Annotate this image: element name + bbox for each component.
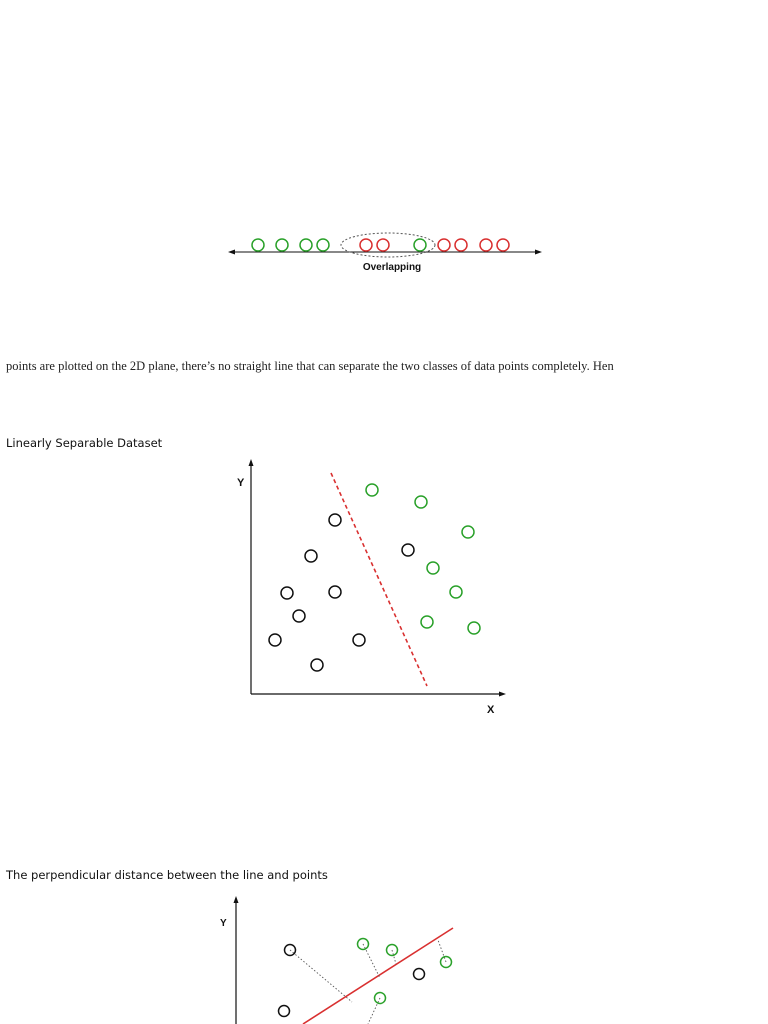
data-point-red xyxy=(455,239,467,251)
data-point-class-a xyxy=(353,634,365,646)
data-point-class-b xyxy=(450,586,462,598)
data-point-class-b xyxy=(427,562,439,574)
data-point-red xyxy=(480,239,492,251)
x-axis-arrow-icon xyxy=(499,692,506,697)
data-point-red xyxy=(497,239,509,251)
data-point-class-a xyxy=(402,544,414,556)
caption-linearly-separable: Linearly Separable Dataset xyxy=(6,436,163,450)
y-axis-arrow-icon xyxy=(234,896,239,903)
data-point-red xyxy=(438,239,450,251)
data-point-class-b xyxy=(468,622,480,634)
y-axis-arrow-icon xyxy=(249,459,254,466)
overlap-label: Overlapping xyxy=(362,262,422,273)
data-point-red xyxy=(360,239,372,251)
data-point-class-a xyxy=(414,969,425,980)
data-point-class-a xyxy=(281,587,293,599)
data-point-green xyxy=(414,239,426,251)
arrow-left-icon xyxy=(228,250,235,255)
data-point-green xyxy=(300,239,312,251)
data-point-red xyxy=(377,239,389,251)
data-point-green xyxy=(252,239,264,251)
perpendicular-distance-diagram xyxy=(0,890,768,1024)
separating-line xyxy=(303,928,453,1024)
distance-line xyxy=(368,998,380,1024)
data-point-class-b xyxy=(462,526,474,538)
separator-line xyxy=(331,473,427,686)
arrow-right-icon xyxy=(535,250,542,255)
y-axis-label: Y xyxy=(237,477,245,489)
data-point-class-b xyxy=(415,496,427,508)
paragraph-text: points are plotted on the 2D plane, there’s no straight line that can separate the two classes of data points completely. Hen xyxy=(6,359,614,373)
data-point-class-b xyxy=(421,616,433,628)
data-point-green xyxy=(276,239,288,251)
caption-perpendicular-distance: The perpendicular distance between the line and points xyxy=(6,868,328,882)
data-point-class-a xyxy=(329,514,341,526)
data-point-green xyxy=(317,239,329,251)
data-point-class-a xyxy=(293,610,305,622)
y-axis-label: Y xyxy=(220,918,227,929)
overlap-region xyxy=(341,233,435,257)
overlap-diagram xyxy=(0,225,768,280)
data-point-class-a xyxy=(279,1006,290,1017)
data-point-class-a xyxy=(311,659,323,671)
data-point-class-a xyxy=(269,634,281,646)
linearly-separable-diagram xyxy=(0,450,768,730)
data-point-class-a xyxy=(329,586,341,598)
x-axis-label: X xyxy=(487,704,495,716)
distance-line xyxy=(392,950,396,964)
data-point-class-b xyxy=(366,484,378,496)
data-point-class-a xyxy=(305,550,317,562)
distance-line xyxy=(290,950,352,1002)
